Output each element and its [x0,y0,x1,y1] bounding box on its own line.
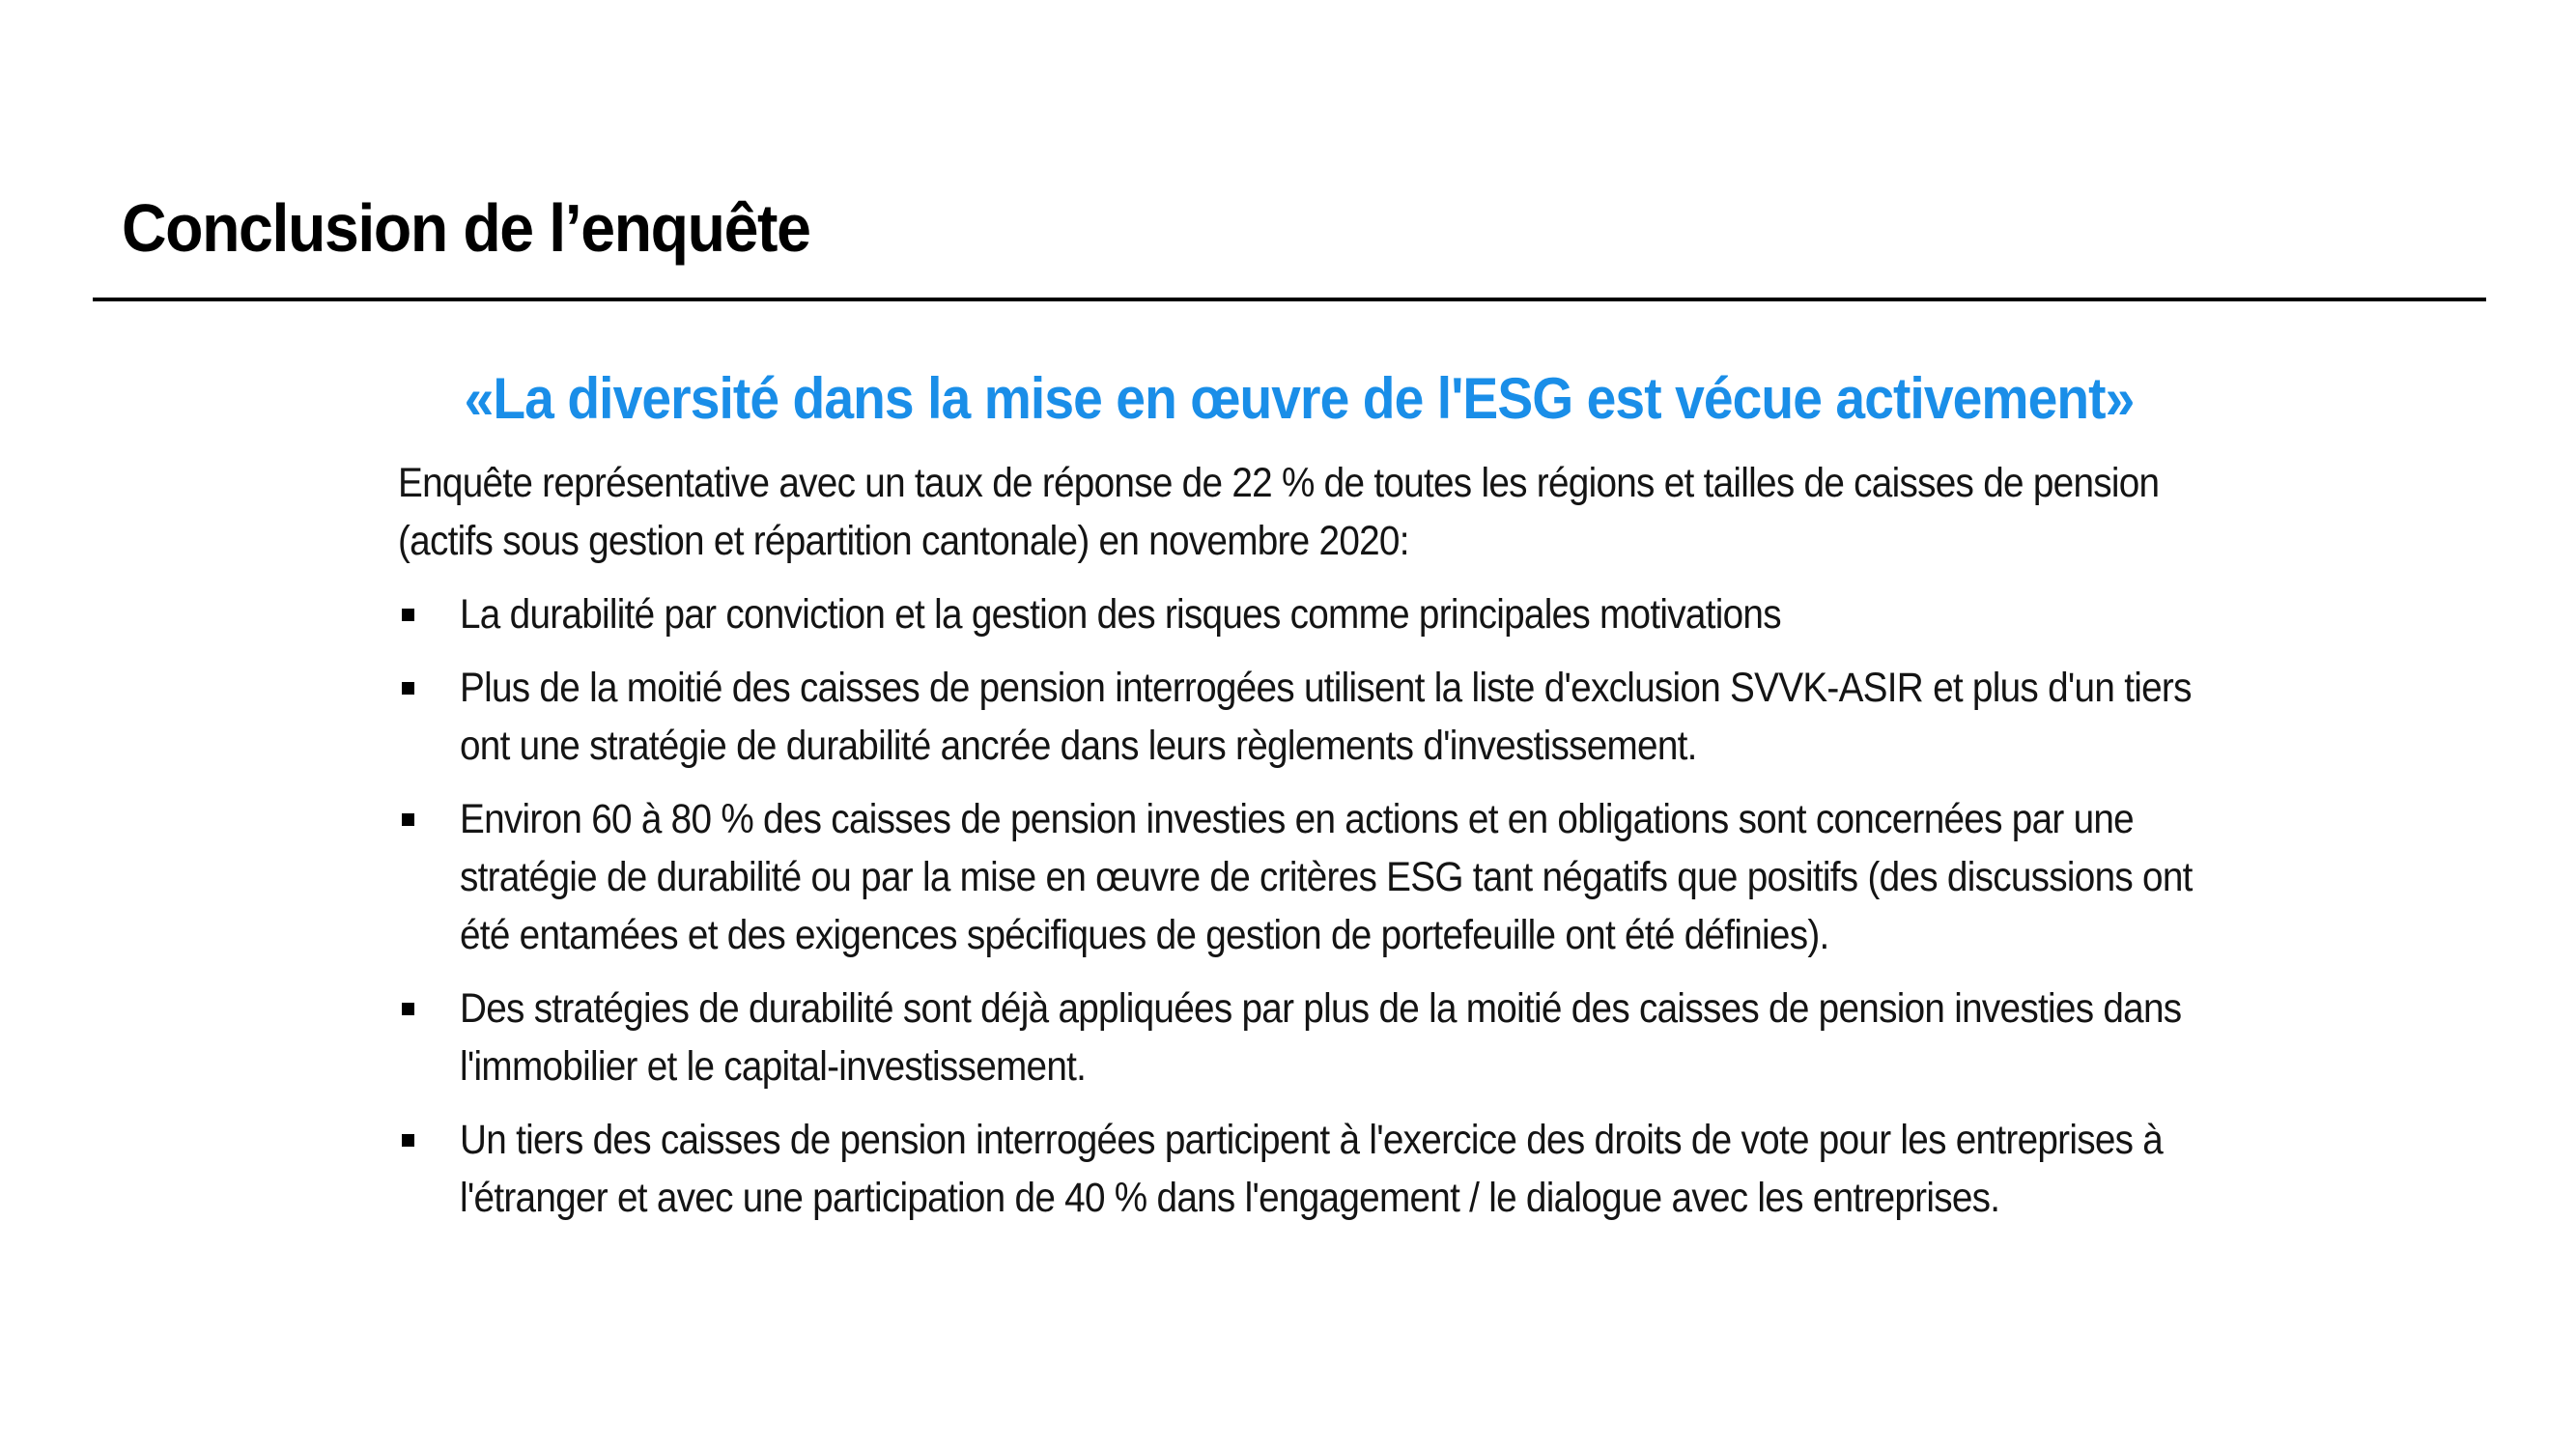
bullet-text: Environ 60 à 80 % des caisses de pension investies en actions et en obligations sont concernées par une stratégie de durabilité ou par la mise en œuvre de critères ESG tant négatifs que positifs (des discussions ont été entamées et des exigences spécifiques de gestion de portefeuille ont été définies). [460,796,2193,958]
bullet-text: Plus de la moitié des caisses de pension interrogées utilisent la liste d'exclusion SVVK-ASIR et plus d'un tiers ont une stratégie de durabilité ancrée dans leurs règlements d'investissement. [460,665,2192,769]
bullet-item [398,585,2214,643]
square-bullet-icon [402,1134,414,1147]
square-bullet-icon [402,1003,414,1015]
intro-paragraph: Enquête représentative avec un taux de réponse de 22 % de toutes les régions et tailles de caisses de pension (actifs sous gestion et répartition cantonale) en novembre 2020: [398,460,2160,564]
title-divider [93,298,2486,301]
bullet-text: La durabilité par conviction et la gestion des risques comme principales motivations [460,591,1781,638]
bullet-item [398,659,2214,775]
slide-title: Conclusion de l’enquête [122,190,810,266]
bullet-list [398,585,2214,1227]
bullet-item [398,1111,2214,1227]
square-bullet-icon [402,813,414,826]
square-bullet-icon [402,682,414,695]
bullet-text: Un tiers des caisses de pension interrogées participent à l'exercice des droits de vote pour les entreprises à l'étranger et avec une participation de 40 % dans l'engagement / le dialogue avec les entreprises. [460,1117,2164,1221]
square-bullet-icon [402,609,414,621]
bullet-item [398,980,2214,1095]
bullet-text: Des stratégies de durabilité sont déjà appliquées par plus de la moitié des caisses de pension investies dans l'immobilier et le capital-investissement. [460,985,2182,1090]
quote-headline: «La diversité dans la mise en œuvre de l'ESG est vécue activement» [464,366,2135,431]
content-body [398,454,2214,1242]
bullet-item [398,790,2214,964]
